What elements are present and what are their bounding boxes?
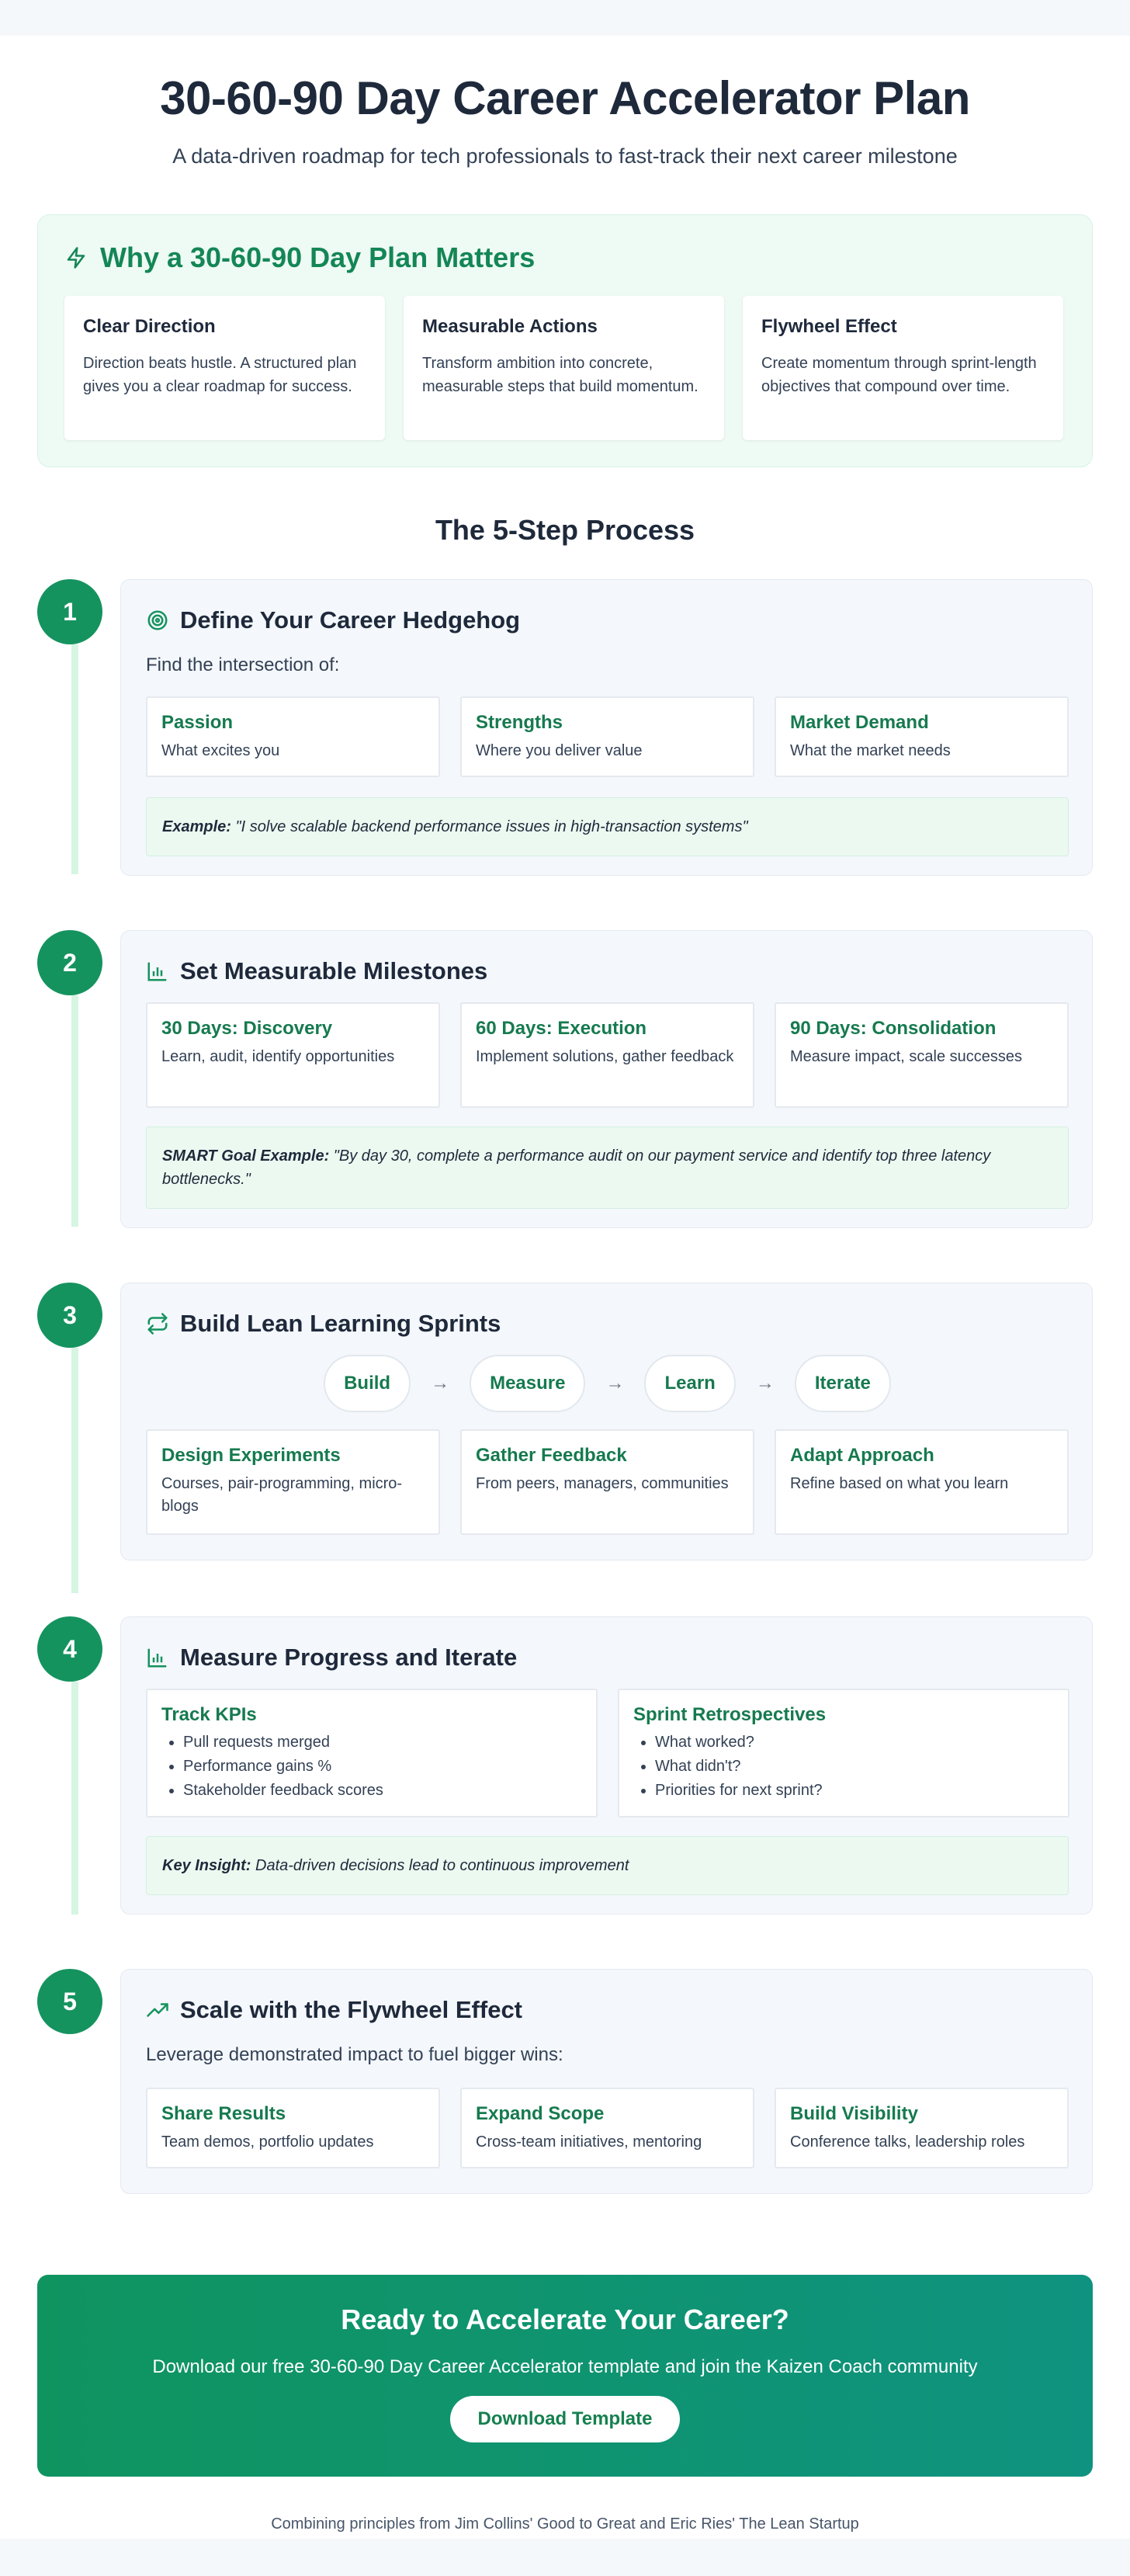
step-boxes [146, 1429, 1069, 1535]
list-item: • Performance gains % [183, 1755, 582, 1779]
example-note [146, 797, 1069, 856]
step-box [460, 696, 754, 777]
step-box [775, 1002, 1069, 1108]
box-text: What the market needs [790, 742, 951, 759]
step-intro: Find the intersection of: [146, 654, 340, 675]
step-card [120, 1283, 1093, 1561]
arrow-right-icon: → [755, 1373, 775, 1394]
download-template-button[interactable]: Download Template [450, 2396, 681, 2442]
step-card [120, 1616, 1093, 1915]
kpi-list [161, 1731, 582, 1803]
list-item: • Stakeholder feedback scores [183, 1779, 582, 1803]
flow-pill: Learn [644, 1355, 735, 1412]
step-heading [146, 1310, 501, 1338]
why-card-text: Direction beats hustle. A structured plan gives you a clear roadmap for success. [83, 355, 357, 395]
box-text: Implement solutions, gather feedback [476, 1048, 734, 1065]
why-card-text: Create momentum through sprint-length objectives that compound over time. [761, 355, 1037, 395]
flow-pill: Iterate [795, 1355, 891, 1412]
why-card-title: Flywheel Effect [761, 316, 897, 337]
box-title: Market Demand [790, 712, 929, 733]
learning-loop [121, 1355, 1094, 1412]
footer-text: Combining principles from Jim Collins' Good to Great and Eric Ries' The Lean Startup [271, 2515, 859, 2533]
step-connector [71, 1348, 78, 1593]
box-title: Sprint Retrospectives [633, 1704, 827, 1725]
step-boxes [146, 2088, 1069, 2168]
flow-pill: Measure [470, 1355, 585, 1412]
step-box [775, 696, 1069, 777]
step-box [146, 2088, 440, 2168]
insight-note [146, 1836, 1069, 1895]
step-title: Build Lean Learning Sprints [180, 1310, 501, 1337]
step-connector [71, 1682, 78, 1915]
bar-chart-icon [146, 1646, 169, 1669]
page-subtitle: A data-driven roadmap for tech professionals to fast-track their next career milestone [172, 144, 958, 168]
list-item: • What didn't? [655, 1755, 1054, 1779]
note-text: "I solve scalable backend performance issues in high-transaction systems" [235, 818, 748, 835]
box-title: 60 Days: Execution [476, 1018, 647, 1039]
step-title: Define Your Career Hedgehog [180, 606, 521, 634]
step-box [146, 1002, 440, 1108]
box-text: Cross-team initiatives, mentoring [476, 2133, 702, 2151]
why-card [404, 296, 724, 440]
target-icon [146, 609, 169, 632]
why-card [64, 296, 385, 440]
box-text: Team demos, portfolio updates [161, 2133, 374, 2151]
step-boxes [146, 1002, 1069, 1108]
box-text: Conference talks, leadership roles [790, 2133, 1025, 2151]
note-label: Example: [162, 818, 231, 835]
arrow-right-icon: → [431, 1373, 450, 1394]
list-item: • What worked? [655, 1731, 1054, 1755]
why-section [37, 214, 1093, 467]
step-heading [146, 1644, 517, 1672]
repeat-icon [146, 1312, 169, 1335]
cta-title: Ready to Accelerate Your Career? [341, 2303, 789, 2335]
step-title: Measure Progress and Iterate [180, 1644, 518, 1671]
step-title: Set Measurable Milestones [180, 957, 488, 984]
step-card [120, 1969, 1093, 2194]
box-title: Share Results [161, 2103, 286, 2124]
why-card-title: Clear Direction [83, 316, 216, 337]
step-card [120, 579, 1093, 876]
note-text: Data-driven decisions lead to continuous improvement [255, 1857, 629, 1874]
step-title: Scale with the Flywheel Effect [180, 1996, 523, 2023]
step-box [460, 2088, 754, 2168]
list-item: • Priorities for next sprint? [655, 1779, 1054, 1803]
step-number: 5 [37, 1969, 102, 2034]
bar-chart-icon [146, 960, 169, 983]
step-number: 2 [37, 930, 102, 995]
box-text: What excites you [161, 742, 280, 759]
step-box [775, 1429, 1069, 1535]
note-label: SMART Goal Example: [162, 1147, 330, 1165]
cta-text: Download our free 30-60-90 Day Career Accelerator template and join the Kaizen Coach community [152, 2356, 978, 2377]
why-card [743, 296, 1063, 440]
box-title: Design Experiments [161, 1445, 341, 1466]
step-connector [71, 644, 78, 874]
box-text: Measure impact, scale successes [790, 1048, 1023, 1065]
why-card-title: Measurable Actions [422, 316, 598, 337]
box-text: From peers, managers, communities [476, 1475, 729, 1492]
step-connector [71, 995, 78, 1227]
step-number: 3 [37, 1283, 102, 1348]
box-title: Build Visibility [790, 2103, 918, 2124]
step-box [146, 696, 440, 777]
step-intro: Leverage demonstrated impact to fuel bigger wins: [146, 2044, 563, 2065]
process-title: The 5-Step Process [435, 514, 695, 546]
box-text: Learn, audit, identify opportunities [161, 1048, 395, 1065]
step-box [775, 2088, 1069, 2168]
step-heading [146, 606, 520, 634]
step-boxes [146, 696, 1069, 777]
box-title: Expand Scope [476, 2103, 605, 2124]
step-box [460, 1429, 754, 1535]
box-title: Passion [161, 712, 234, 733]
step-number: 4 [37, 1616, 102, 1682]
content-sheet [0, 36, 1130, 2539]
why-title-text: Why a 30-60-90 Day Plan Matters [100, 241, 536, 273]
why-title [64, 241, 535, 274]
retro-box [618, 1689, 1069, 1817]
why-cards [64, 296, 1063, 440]
step-lists [146, 1689, 1069, 1817]
step-box [146, 1429, 440, 1535]
note-label: Key Insight: [162, 1857, 251, 1874]
hero [0, 36, 1130, 169]
note-text: "By day 30, complete a performance audit on our payment service and identify top three latency bottlenecks." [162, 1147, 991, 1188]
list-item: • Pull requests merged [183, 1731, 582, 1755]
arrow-right-icon: → [605, 1373, 625, 1394]
trending-up-icon [146, 1998, 169, 2022]
flow-pill: Build [324, 1355, 411, 1412]
step-card [120, 930, 1093, 1228]
step-heading [146, 1996, 522, 2024]
kpi-box [146, 1689, 598, 1817]
why-card-text: Transform ambition into concrete, measurable steps that build momentum. [422, 355, 698, 395]
retro-list [633, 1731, 1054, 1803]
lightning-icon [64, 246, 88, 269]
box-title: 90 Days: Consolidation [790, 1018, 997, 1039]
step-number: 1 [37, 579, 102, 644]
step-heading [146, 957, 487, 985]
box-title: Strengths [476, 712, 563, 733]
smart-goal-note [146, 1127, 1069, 1209]
box-text: Where you deliver value [476, 742, 643, 759]
step-box [460, 1002, 754, 1108]
cta-banner [37, 2275, 1093, 2477]
box-text: Courses, pair-programming, micro-blogs [161, 1475, 403, 1515]
box-title: Adapt Approach [790, 1445, 934, 1466]
box-title: 30 Days: Discovery [161, 1018, 333, 1039]
page-title: 30-60-90 Day Career Accelerator Plan [160, 72, 970, 124]
box-title: Track KPIs [161, 1704, 257, 1725]
box-title: Gather Feedback [476, 1445, 627, 1466]
box-text: Refine based on what you learn [790, 1475, 1009, 1492]
